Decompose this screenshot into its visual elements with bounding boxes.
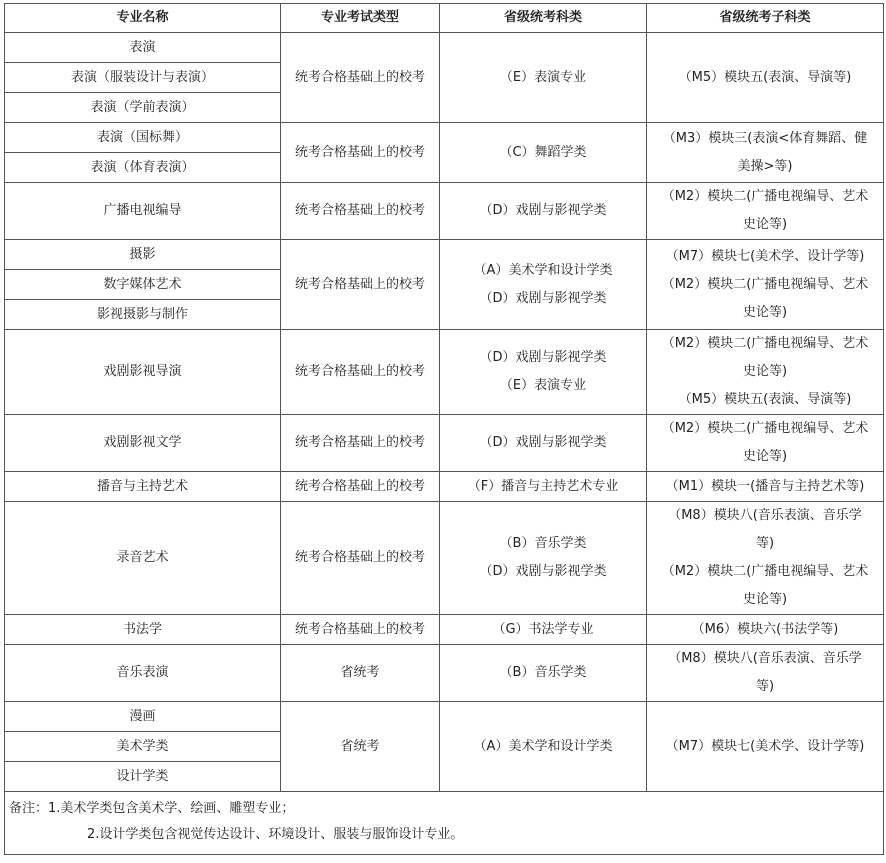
major-name-cell: 影视摄影与制作 — [5, 300, 281, 330]
table-row — [5, 472, 884, 502]
subcategory-line: （M5）模块五(表演、导演等) — [678, 392, 852, 407]
table-row — [5, 33, 884, 63]
exam-type-cell: 统考合格基础上的校考 — [281, 123, 440, 183]
category-cell — [440, 240, 647, 330]
notes-row — [5, 792, 884, 855]
category-line: （B）音乐学类 — [499, 665, 587, 680]
subcategory-line: （M2）模块二(广播电视编导、艺术 — [661, 336, 869, 351]
major-name-cell: 设计学类 — [5, 762, 281, 792]
category-cell — [440, 183, 647, 240]
category-line: （D）戏剧与影视学类 — [479, 350, 607, 365]
header-major: 专业名称 — [5, 4, 281, 33]
header-exam-type: 专业考试类型 — [281, 4, 440, 33]
category-line: （B）音乐学类 — [499, 536, 587, 551]
major-name-cell: 音乐表演 — [5, 645, 281, 702]
exam-type-cell: 统考合格基础上的校考 — [281, 502, 440, 615]
category-cell — [440, 330, 647, 415]
major-name-cell: 播音与主持艺术 — [5, 472, 281, 502]
major-name-cell: 摄影 — [5, 240, 281, 270]
category-cell — [440, 645, 647, 702]
category-line: （E）表演专业 — [499, 69, 587, 85]
category-cell — [440, 415, 647, 472]
subcategory-cell — [647, 123, 884, 183]
subcategory-line: 美操>等) — [737, 158, 793, 174]
major-name-cell: 表演（国标舞） — [5, 123, 281, 153]
subcategory-line: （M1）模块一(播音与主持艺术等) — [665, 478, 865, 494]
subcategory-cell — [647, 645, 884, 702]
header-row — [5, 4, 884, 33]
table-row — [5, 702, 884, 732]
category-line: （C）舞蹈学类 — [499, 144, 587, 160]
category-cell — [440, 33, 647, 123]
major-name-cell: 书法学 — [5, 615, 281, 645]
subcategory-line: （M7）模块七(美术学、设计学等) — [665, 248, 865, 264]
table-row — [5, 330, 884, 415]
subcategory-line: 史论等) — [742, 304, 788, 320]
category-line: （E）表演专业 — [499, 378, 587, 393]
subcategory-cell — [647, 183, 884, 240]
subcategory-line: （M2）模块二(广播电视编导、艺术 — [661, 564, 869, 579]
exam-type-cell: 统考合格基础上的校考 — [281, 240, 440, 330]
table-row — [5, 645, 884, 702]
table-row — [5, 183, 884, 240]
exam-type-cell: 统考合格基础上的校考 — [281, 330, 440, 415]
note-line-1: 备注：1.美术学类包含美术学、绘画、雕塑专业； — [9, 801, 295, 816]
subcategory-cell — [647, 615, 884, 645]
exam-type-cell: 统考合格基础上的校考 — [281, 615, 440, 645]
subcategory-cell — [647, 330, 884, 415]
major-name-cell: 美术学类 — [5, 732, 281, 762]
subcategory-line: 史论等) — [742, 449, 788, 464]
category-line: （G）书法学专业 — [492, 621, 594, 637]
subcategory-cell — [647, 472, 884, 502]
table-row — [5, 502, 884, 615]
major-table — [4, 3, 884, 855]
subcategory-line: （M3）模块三(表演<体育舞蹈、健 — [662, 130, 868, 146]
exam-type-cell: 省统考 — [281, 702, 440, 792]
subcategory-line: （M6）模块六(书法学等) — [691, 621, 839, 637]
category-cell — [440, 615, 647, 645]
subcategory-line: 等) — [755, 679, 775, 694]
table-body — [5, 33, 884, 792]
exam-type-cell: 统考合格基础上的校考 — [281, 33, 440, 123]
subcategory-cell — [647, 240, 884, 330]
category-line: （D）戏剧与影视学类 — [479, 203, 607, 218]
major-name-cell: 表演（服装设计与表演） — [5, 63, 281, 93]
subcategory-cell — [647, 702, 884, 792]
subcategory-line: （M2）模块二(广播电视编导、艺术 — [661, 276, 869, 292]
subcategory-cell — [647, 33, 884, 123]
subcategory-cell — [647, 415, 884, 472]
subcategory-line: （M7）模块七(美术学、设计学等) — [665, 738, 865, 754]
category-cell — [440, 502, 647, 615]
major-name-cell: 广播电视编导 — [5, 183, 281, 240]
subcategory-line: （M8）模块八(音乐表演、音乐学 — [668, 508, 862, 523]
category-cell — [440, 472, 647, 502]
category-line: （D）戏剧与影视学类 — [479, 435, 607, 450]
category-line: （A）美术学和设计学类 — [473, 262, 613, 278]
subcategory-line: 史论等) — [742, 364, 788, 379]
header-category: 省级统考科类 — [440, 4, 647, 33]
subcategory-line: （M2）模块二(广播电视编导、艺术 — [661, 421, 869, 436]
subcategory-line: （M5）模块五(表演、导演等) — [678, 69, 852, 85]
subcategory-line: （M2）模块二(广播电视编导、艺术 — [661, 189, 869, 204]
category-line: （D）戏剧与影视学类 — [479, 290, 607, 306]
subcategory-line: 史论等) — [742, 592, 788, 607]
category-line: （A）美术学和设计学类 — [473, 738, 613, 754]
table-row — [5, 415, 884, 472]
subcategory-cell — [647, 502, 884, 615]
category-line: （F）播音与主持艺术专业 — [467, 478, 619, 494]
table-row — [5, 123, 884, 153]
major-name-cell: 漫画 — [5, 702, 281, 732]
major-name-cell: 表演（体育表演） — [5, 153, 281, 183]
major-name-cell: 表演（学前表演） — [5, 93, 281, 123]
exam-type-cell: 统考合格基础上的校考 — [281, 472, 440, 502]
category-cell — [440, 702, 647, 792]
table-row — [5, 615, 884, 645]
subcategory-line: 等) — [755, 536, 775, 551]
category-cell — [440, 123, 647, 183]
header-subcategory: 省级统考子科类 — [647, 4, 884, 33]
exam-type-cell: 统考合格基础上的校考 — [281, 183, 440, 240]
subcategory-line: 史论等) — [742, 217, 788, 232]
major-name-cell: 录音艺术 — [5, 502, 281, 615]
notes — [5, 792, 884, 855]
major-name-cell: 数字媒体艺术 — [5, 270, 281, 300]
category-line: （D）戏剧与影视学类 — [479, 564, 607, 579]
exam-type-cell: 统考合格基础上的校考 — [281, 415, 440, 472]
exam-type-cell: 省统考 — [281, 645, 440, 702]
major-name-cell: 戏剧影视文学 — [5, 415, 281, 472]
subcategory-line: （M8）模块八(音乐表演、音乐学 — [668, 651, 862, 666]
table-row — [5, 240, 884, 270]
major-name-cell: 戏剧影视导演 — [5, 330, 281, 415]
note-line-2: 2.设计学类包含视觉传达设计、环境设计、服装与服饰设计专业。 — [87, 827, 464, 842]
major-name-cell: 表演 — [5, 33, 281, 63]
